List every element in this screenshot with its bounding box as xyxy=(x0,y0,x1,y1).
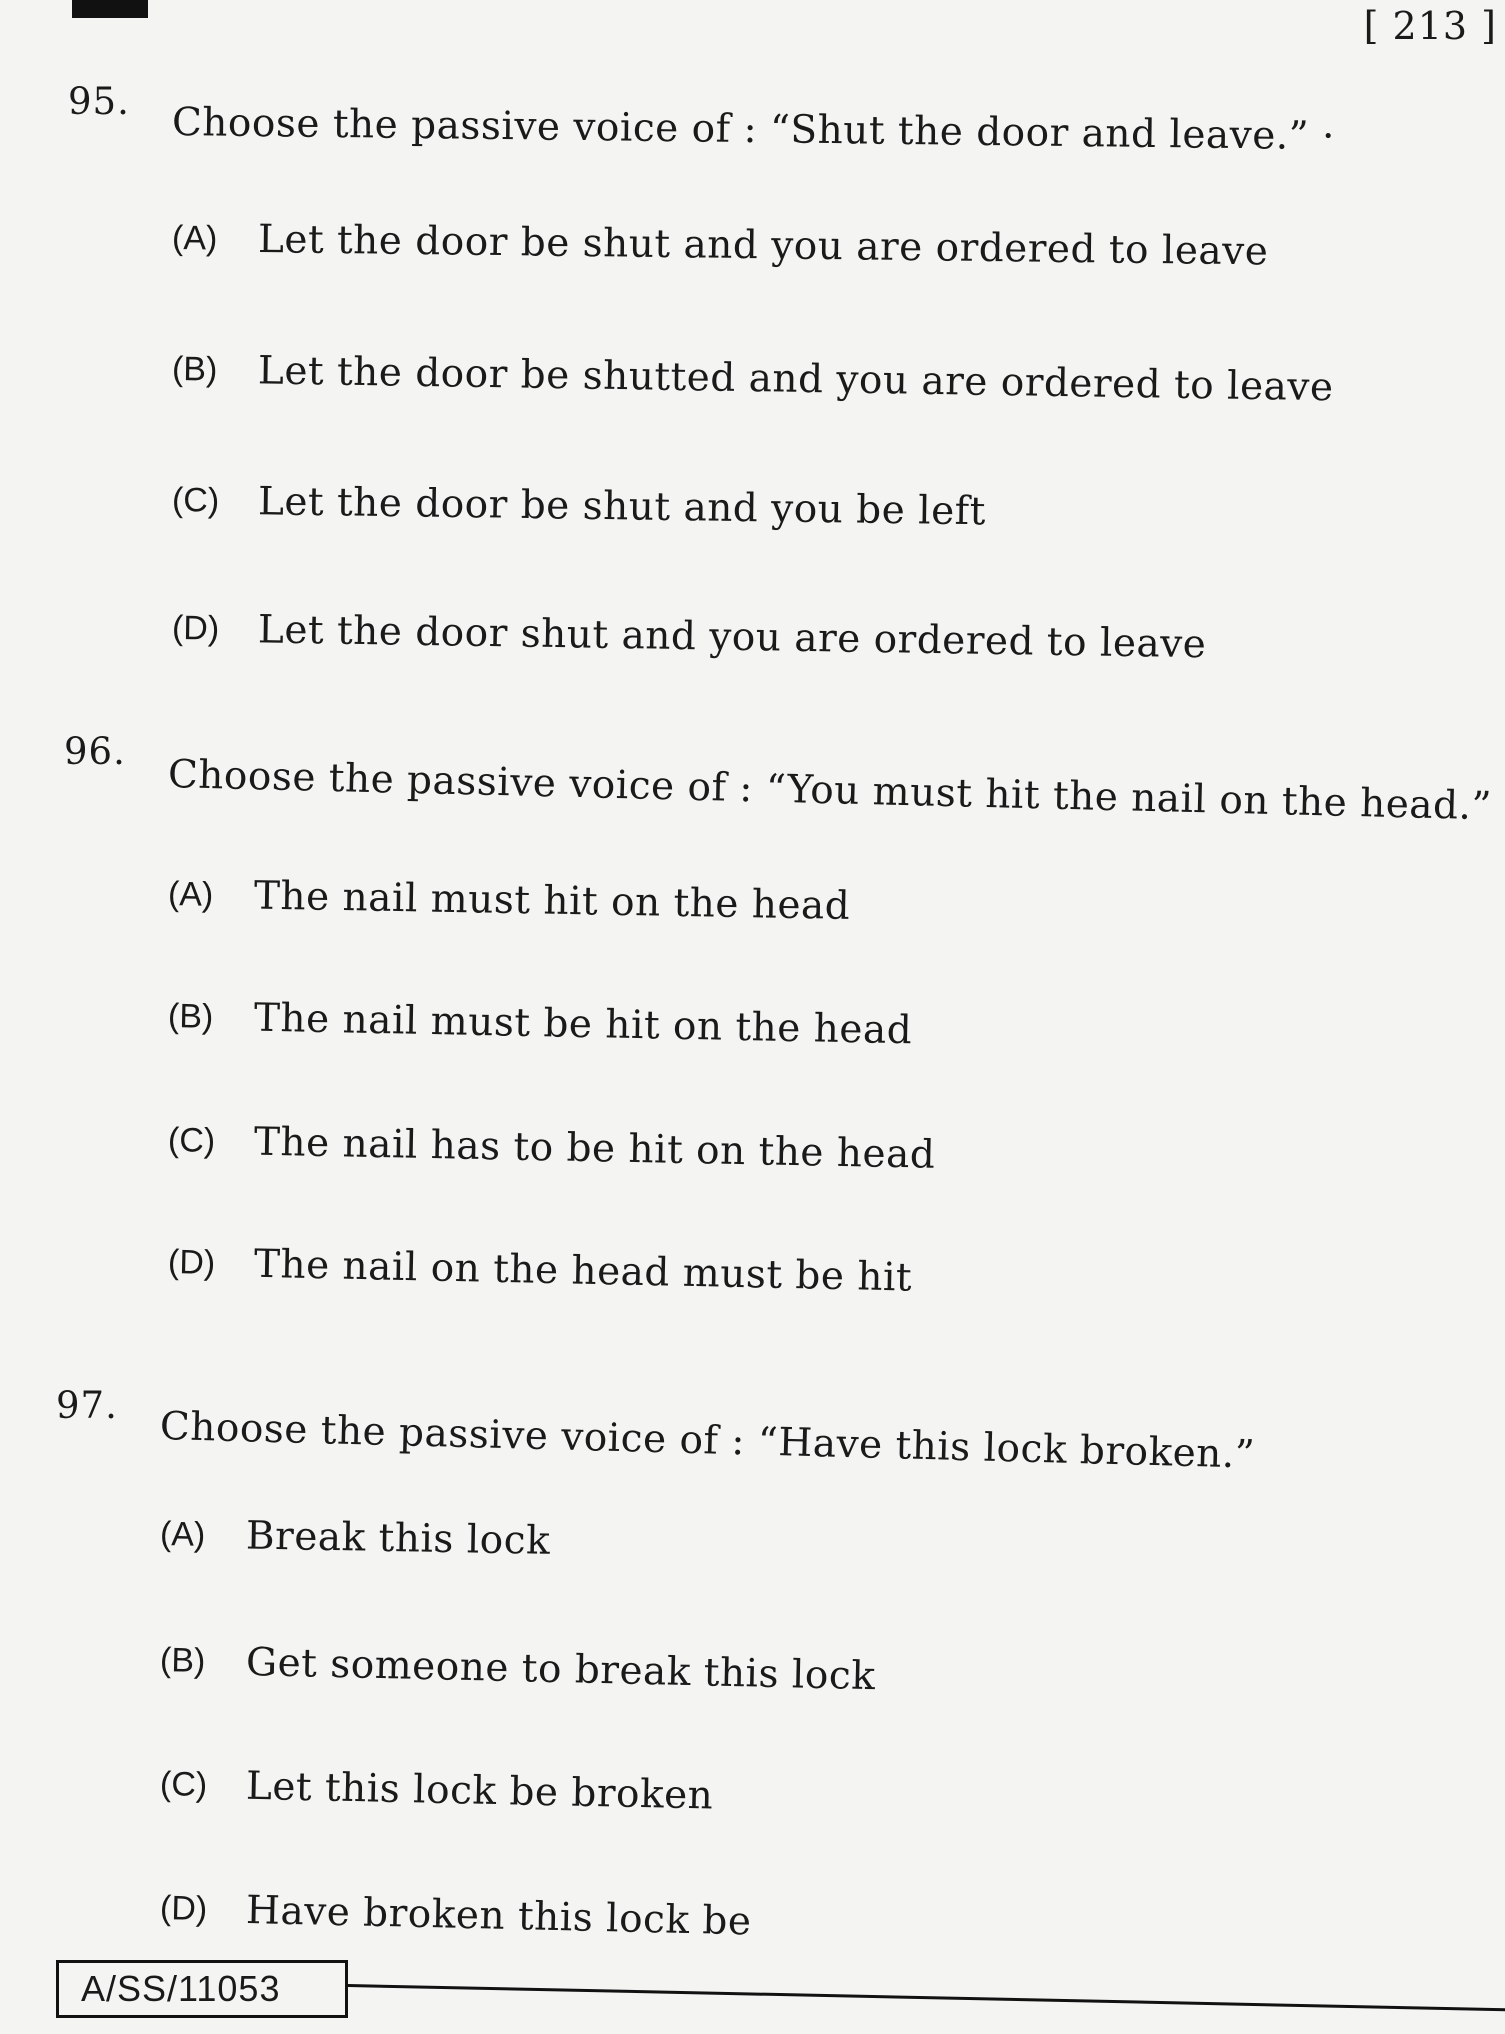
paper-code: A/SS/11053 xyxy=(56,1960,348,2018)
option-c xyxy=(172,478,986,534)
option-letter: (A) xyxy=(171,219,218,258)
option-letter: (B) xyxy=(167,997,214,1036)
option-text: The nail must be hit on the head xyxy=(253,995,913,1054)
option-letter: (B) xyxy=(171,350,218,389)
question-number: 96. xyxy=(64,730,126,773)
option-b xyxy=(172,347,1334,410)
option-text: Let the door be shut and you be left xyxy=(257,479,987,535)
option-b xyxy=(159,1638,875,1699)
corner-mark xyxy=(72,0,148,18)
option-letter: (C) xyxy=(171,481,220,520)
option-letter: (D) xyxy=(159,1889,208,1929)
option-letter: (A) xyxy=(167,875,214,914)
option-text: The nail must hit on the head xyxy=(253,873,851,929)
question-text: Choose the passive voice of : “You must hit the nail on the head.” xyxy=(167,752,1493,830)
footer-rule xyxy=(348,1984,1505,2012)
question-text: Choose the passive voice of : “Shut the door and leave.” · xyxy=(171,100,1336,160)
option-letter: (C) xyxy=(159,1765,208,1804)
option-a xyxy=(172,216,1269,274)
option-text: Let this lock be broken xyxy=(245,1763,714,1819)
option-letter: (A) xyxy=(159,1515,206,1554)
page-number: [ 213 ] xyxy=(1363,4,1497,48)
option-c xyxy=(168,1118,936,1178)
option-letter: (B) xyxy=(159,1641,206,1681)
question-text: Choose the passive voice of : “Have this lock broken.” xyxy=(159,1404,1256,1478)
option-text: The nail has to be hit on the head xyxy=(253,1119,936,1178)
option-d xyxy=(159,1886,752,1944)
option-d xyxy=(168,1240,913,1301)
question-number: 97. xyxy=(56,1384,118,1427)
option-a xyxy=(160,1512,551,1564)
option-text: Let the door be shut and you are ordered to leave xyxy=(257,217,1269,275)
option-text: Let the door shut and you are ordered to leave xyxy=(257,607,1207,668)
option-letter: (D) xyxy=(167,1243,216,1282)
option-letter: (C) xyxy=(167,1121,216,1160)
option-text: Break this lock xyxy=(245,1513,551,1564)
option-text: Have broken this lock be xyxy=(245,1887,752,1945)
option-a xyxy=(168,872,851,929)
option-letter: (D) xyxy=(171,609,220,648)
option-text: The nail on the head must be hit xyxy=(253,1241,913,1301)
option-c xyxy=(160,1762,714,1819)
option-b xyxy=(168,994,913,1053)
option-text: Let the door be shutted and you are ordered to leave xyxy=(257,348,1334,411)
option-d xyxy=(172,606,1207,667)
option-text: Get someone to break this lock xyxy=(245,1639,876,1700)
question-number: 95. xyxy=(68,80,130,123)
